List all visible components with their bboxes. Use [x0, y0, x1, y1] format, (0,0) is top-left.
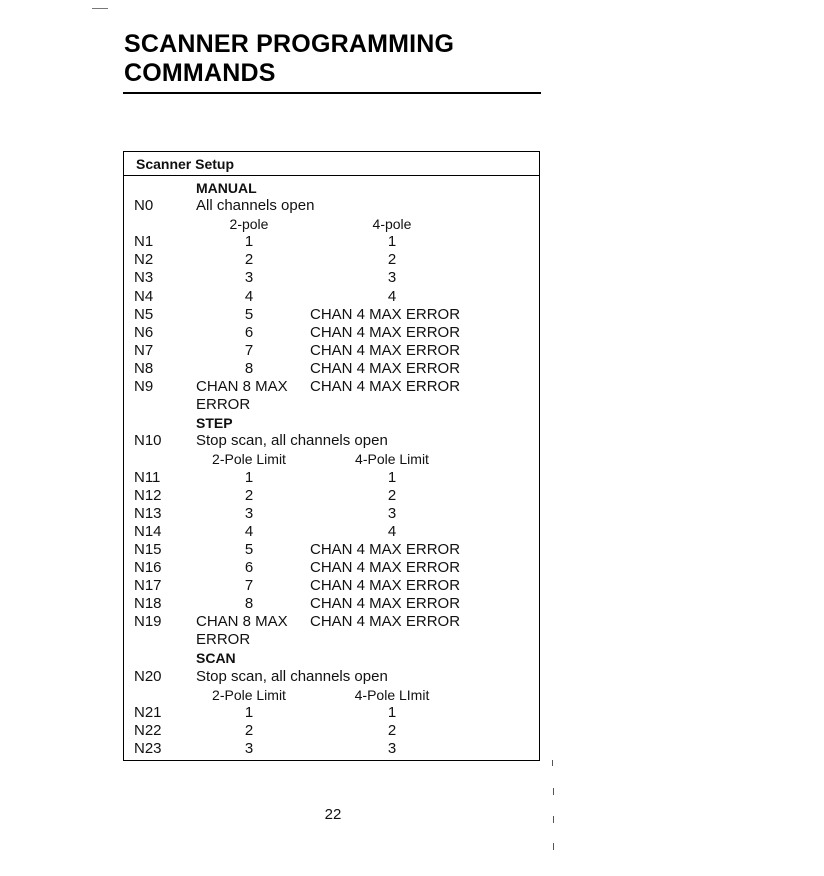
column-header-2pole: 2-pole [229, 216, 269, 233]
table-row [124, 686, 539, 704]
value-4pole-error: CHAN 4 MAX ERROR [310, 323, 461, 341]
margin-tick [553, 843, 554, 850]
table-row [124, 487, 539, 505]
command-code: N22 [134, 721, 162, 739]
section-label: SCAN [196, 650, 236, 667]
column-header-2pole: 2-Pole Limit [212, 686, 286, 703]
table-row [124, 469, 539, 487]
value-4pole-error: CHAN 4 MAX ERROR [310, 359, 461, 377]
table-row [124, 704, 539, 722]
margin-tick [553, 816, 554, 823]
value-2pole: 8 [244, 595, 254, 613]
table-row [124, 541, 539, 559]
command-description: Stop scan, all channels open [196, 667, 388, 685]
value-4pole-error: CHAN 4 MAX ERROR [310, 378, 461, 396]
value-4pole: 4 [387, 522, 397, 540]
error-continuation: ERROR [196, 396, 251, 414]
command-code: N12 [134, 486, 162, 504]
value-4pole: 1 [387, 703, 397, 721]
table-row [124, 378, 539, 396]
command-code: N17 [134, 577, 162, 595]
page-number: 22 [324, 806, 342, 823]
command-code: N21 [134, 703, 162, 721]
command-code: N14 [134, 522, 162, 540]
value-2pole: 8 [244, 359, 254, 377]
value-2pole: 7 [244, 341, 254, 359]
table-row [124, 251, 539, 269]
command-code: N20 [134, 667, 162, 685]
table-row [124, 595, 539, 613]
value-4pole-error: CHAN 4 MAX ERROR [310, 558, 461, 576]
command-code: N11 [134, 468, 161, 486]
command-code: N3 [134, 269, 154, 287]
value-2pole-error: CHAN 8 MAX [196, 613, 288, 631]
value-2pole: 1 [244, 468, 254, 486]
command-code: N2 [134, 251, 154, 269]
table-row [124, 722, 539, 740]
table-row [124, 215, 539, 233]
table-row [124, 450, 539, 468]
table-body [124, 179, 539, 758]
section-label: MANUAL [196, 180, 257, 196]
table-row [124, 631, 539, 649]
value-4pole-error: CHAN 4 MAX ERROR [310, 540, 461, 558]
command-code: N23 [134, 739, 162, 757]
value-2pole: 5 [244, 305, 254, 323]
value-4pole: 2 [387, 721, 397, 739]
table-row [124, 523, 539, 541]
table-row [124, 668, 539, 686]
value-2pole: 3 [244, 739, 254, 757]
table-row [124, 233, 539, 251]
value-2pole: 1 [244, 233, 254, 251]
column-header-2pole: 2-Pole Limit [212, 451, 286, 468]
value-4pole-error: CHAN 4 MAX ERROR [310, 595, 461, 613]
value-2pole: 2 [244, 486, 254, 504]
value-2pole: 6 [244, 558, 254, 576]
command-code: N4 [134, 287, 154, 305]
table-row [124, 179, 539, 197]
page-title: SCANNER PROGRAMMING COMMANDS [124, 30, 455, 87]
margin-tick [552, 760, 553, 766]
margin-tick [553, 788, 554, 795]
table-row [124, 269, 539, 287]
section-label: STEP [196, 415, 233, 432]
table-row [124, 414, 539, 432]
table-row [124, 360, 539, 378]
value-2pole: 5 [244, 540, 254, 558]
value-4pole-error: CHAN 4 MAX ERROR [310, 577, 461, 595]
table-row [124, 324, 539, 342]
value-2pole: 3 [244, 269, 254, 287]
error-continuation: ERROR [196, 631, 251, 649]
value-4pole: 3 [387, 739, 397, 757]
command-code: N9 [134, 378, 154, 396]
value-4pole: 4 [387, 287, 397, 305]
table-row [124, 306, 539, 324]
value-2pole: 3 [244, 504, 254, 522]
value-2pole-error: CHAN 8 MAX [196, 378, 288, 396]
command-code: N10 [134, 432, 162, 450]
column-header-4pole: 4-Pole Limit [355, 451, 429, 468]
value-4pole-error: CHAN 4 MAX ERROR [310, 341, 461, 359]
command-code: N0 [134, 197, 154, 215]
value-4pole: 2 [387, 486, 397, 504]
command-code: N1 [134, 233, 154, 251]
scanner-setup-table [123, 151, 540, 761]
command-code: N7 [134, 341, 154, 359]
table-row [124, 740, 539, 758]
value-4pole: 1 [387, 468, 397, 486]
command-description: Stop scan, all channels open [196, 432, 388, 450]
corner-dash [92, 8, 108, 9]
value-4pole-error: CHAN 4 MAX ERROR [310, 613, 461, 631]
table-row [124, 396, 539, 414]
table-row [124, 505, 539, 523]
table-row [124, 613, 539, 631]
table-row [124, 197, 539, 215]
value-4pole: 3 [387, 504, 397, 522]
table-heading: Scanner Setup [124, 152, 539, 176]
command-code: N19 [134, 613, 162, 631]
command-code: N8 [134, 359, 154, 377]
command-code: N6 [134, 323, 154, 341]
command-description: All channels open [196, 197, 315, 215]
command-code: N16 [134, 558, 162, 576]
table-row [124, 577, 539, 595]
table-row [124, 288, 539, 306]
value-4pole: 1 [387, 233, 397, 251]
table-row [124, 342, 539, 360]
value-4pole: 3 [387, 269, 397, 287]
command-code: N13 [134, 504, 162, 522]
value-2pole: 4 [244, 522, 254, 540]
value-2pole: 2 [244, 251, 254, 269]
command-code: N15 [134, 540, 162, 558]
table-row [124, 432, 539, 450]
title-rule [123, 92, 541, 94]
value-2pole: 4 [244, 287, 254, 305]
value-4pole-error: CHAN 4 MAX ERROR [310, 305, 461, 323]
value-2pole: 1 [244, 703, 254, 721]
table-row [124, 559, 539, 577]
column-header-4pole: 4-Pole LImit [354, 686, 430, 703]
value-2pole: 2 [244, 721, 254, 739]
value-4pole: 2 [387, 251, 397, 269]
value-2pole: 6 [244, 323, 254, 341]
value-2pole: 7 [244, 577, 254, 595]
column-header-4pole: 4-pole [372, 216, 412, 233]
command-code: N5 [134, 305, 154, 323]
command-code: N18 [134, 595, 162, 613]
table-row [124, 649, 539, 667]
